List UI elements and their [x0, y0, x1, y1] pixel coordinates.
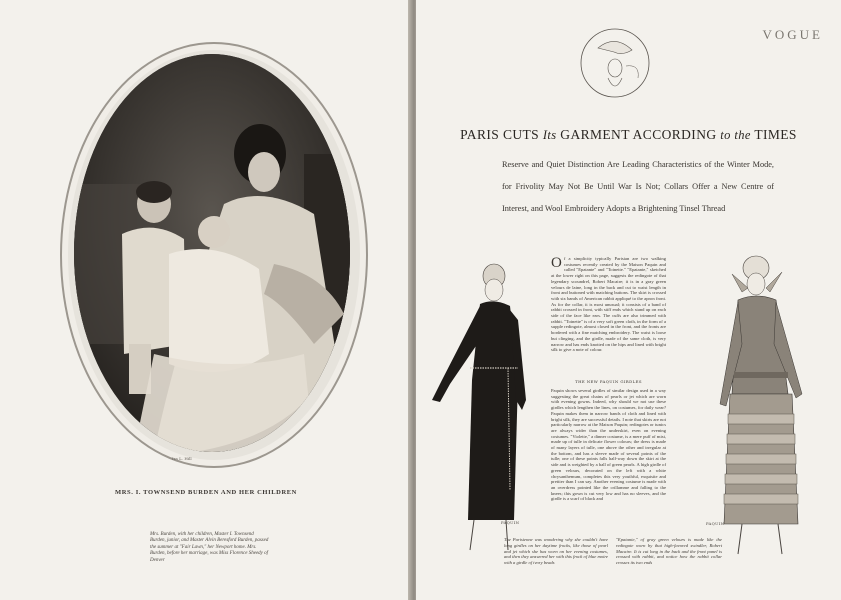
fashion-sketch-right	[712, 254, 824, 576]
body-text: f a simplicity typically Parisian are two walking costumes recently created by the Maison Paquin and called "Epatante" and "Toinette." "Epatante," sketched at the lower right on this page, suggests the redingote of that legendary scoundrel, Robert Macaire; it is in a gray green velours de laine, long in the back and cut to waist length in front and buttoned with matching buttons. The skirt is crossed with six bands of American rabbit appliqué to the apron front. As for the collar, it is most unusual; it consists of a band of rabbit crossed in front, with stiff ends which stand up on each side of the face like ears. The cuffs are also trimmed with rabbit. "Toinette" is of a very soft green cloth, in the form of a supple redingote, almost closed in the front, and the fronts are bordered with a fine matching embroidery. The waist is loose but clinging, and the girdle, made of the same cloth, is very narrow and has ends knotted on the hips and lined with bright silk to give a note of colour.	[551, 256, 666, 353]
drop-cap: O	[551, 255, 562, 271]
right-page	[416, 0, 841, 600]
article-deck: Reserve and Quiet Distinction Are Leading Characteristics of the Winter Mode, for Frivolity May Not Be Until War Is Not; Collars Offer a New Centre of Interest, and Wool Embroidery Adopts a Brightening Tinsel Thread	[502, 160, 774, 214]
headline-part: GARMENT ACCORDING	[556, 127, 721, 142]
fig-caption-left: The Parisienne was wondering why she couldn't have long girdles on her daytime frocks, like those of pearl and jet which she has worn on her evening costumes, and then they answered her with this frock of blue moire with a girdle of ivory beads	[504, 537, 608, 566]
article-body-column-1	[551, 256, 666, 353]
headline-part: TIMES	[750, 127, 797, 142]
fashion-sketch-left	[422, 260, 530, 572]
headline-part: Its	[542, 128, 557, 142]
decorative-illustration-icon	[578, 26, 652, 100]
fig-caption-right: "Epatante," of gray green velours is made like the redingote worn by that high-favored swindler, Robert Macaire. It is cut long in the back and the front panel is crossed with rabbit, and notice how the rabbit collar crosses its two ends	[616, 537, 722, 566]
article-headline	[416, 127, 841, 143]
fig-label-left: PAQUIN	[501, 520, 520, 525]
fig-label-right: PAQUIN	[706, 521, 725, 526]
left-page	[0, 0, 412, 600]
photo-caption-text: Mrs. Burden, with her children, Master I. Townsend Burden, junior, and Master Alvin Beresford Burden, passed the summer at "Fair Lawn," her Newport home. Mrs. Burden, before her marriage, was Miss Florence Sheedy of Denver	[150, 532, 269, 563]
headline-part: PARIS CUTS	[460, 127, 543, 142]
headline-part: to the	[720, 128, 751, 142]
article-body-column-2: Paquin shows several girdles of similar design used in a way suggesting the great chains of pearls or jet which are worn with evening gowns. Indeed, why should we not use these girdles which lengthen the lines, on costumes, for daily wear? Paquin makes them in narrow bands of cloth and lined with bright silk, they are successful details. I note that skirts are not particularly narrow at the Maison Paquin; redingotes or tunics are always wider than the underskirt, even on evening costumes. "Violette," a dinner costume, is a mere puff of mist, made up of tulle in delicate flower colours; the dress is made of many layers of tulle, one above the other and irregular at the bottom, and has a sleeve made of several points of the tulle; one of these points falls half-way down the skirt at the side and is weighted by a ball of green pearls. A high girdle of green velours, decorated on the left with a white chrysanthemum, completes this very youthful, exquisite and prettier than I can say. Another evening costume is made with an overdress pointed like the crillamme and falling to the knees; this gown is cut very low and has no sleeves, and the girdle is a scarf of black and	[551, 388, 666, 502]
photo-caption-title: MRS. I. TOWNSEND BURDEN AND HER CHILDREN	[115, 489, 297, 496]
portrait-photo	[74, 54, 350, 452]
subhead-paquin-girdles: THE NEW PAQUIN GIRDLES	[575, 379, 642, 384]
photo-credit: Ira L. Hill	[172, 456, 192, 461]
vogue-masthead: VOGUE	[762, 27, 823, 42]
